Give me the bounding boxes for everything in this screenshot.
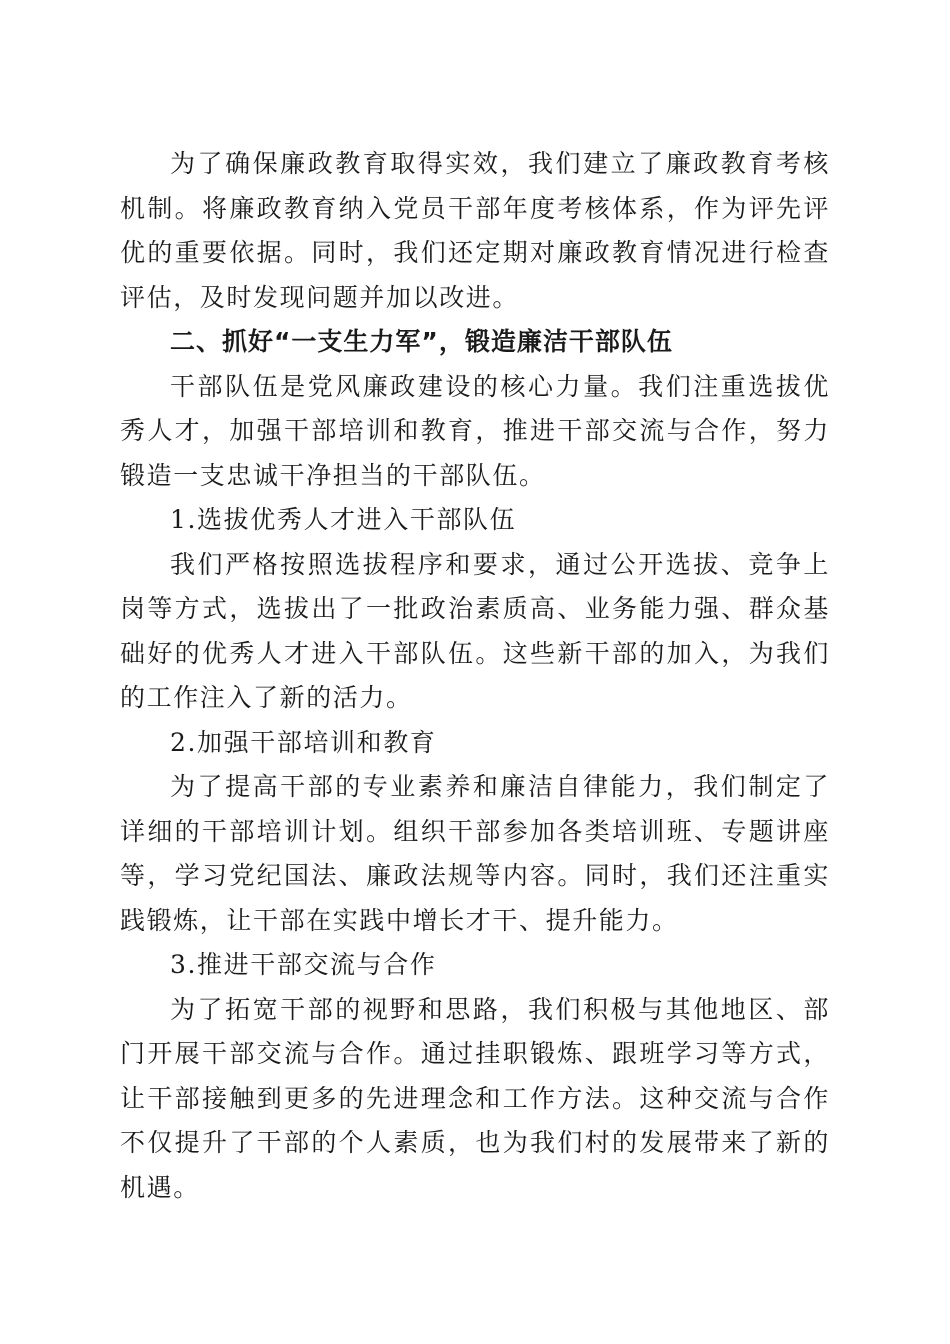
- subheading-training: 2.加强干部培训和教育: [170, 727, 437, 757]
- paragraph-cadre-intro: 干部队伍是党风廉政建设的核心力量。我们注重选拔优秀人才，加强干部培训和教育，推进干部交流与合作，努力锻造一支忠诚干净担当的干部队伍。: [120, 371, 830, 490]
- subheading-exchange: 3.推进干部交流与合作: [170, 950, 437, 979]
- paragraph-exchange: 为了拓宽干部的视野和思路，我们积极与其他地区、部门开展干部交流与合作。通过挂职锻炼、跟班学习等方式，让干部接触到更多的先进理念和工作方法。这种交流与合作不仅提升了干部的个人素质，也为我们村的发展带来了新的机遇。: [120, 994, 830, 1202]
- subheading-select-talent: 1.选拔优秀人才进入干部队伍: [170, 505, 517, 534]
- paragraph-training: 为了提高干部的专业素养和廉洁自律能力，我们制定了详细的干部培训计划。组织干部参加各类培训班、专题讲座等，学习党纪国法、廉政法规等内容。同时，我们还注重实践锻炼，让干部在实践中增长才干、提升能力。: [120, 772, 830, 935]
- document-page: [120, 142, 830, 1210]
- paragraph-select-talent: 我们严格按照选拔程序和要求，通过公开选拔、竞争上岗等方式，选拔出了一批政治素质高、业务能力强、群众基础好的优秀人才进入干部队伍。这些新干部的加入，为我们的工作注入了新的活力。: [120, 549, 830, 712]
- paragraph-assessment-mechanism: 为了确保廉政教育取得实效，我们建立了廉政教育考核机制。将廉政教育纳入党员干部年度考核体系，作为评先评优的重要依据。同时，我们还定期对廉政教育情况进行检查评估，及时发现问题并加以改进。: [120, 149, 830, 312]
- section-heading-cadre-team: 二、抓好“一支生力军”，锻造廉洁干部队伍: [170, 327, 673, 356]
